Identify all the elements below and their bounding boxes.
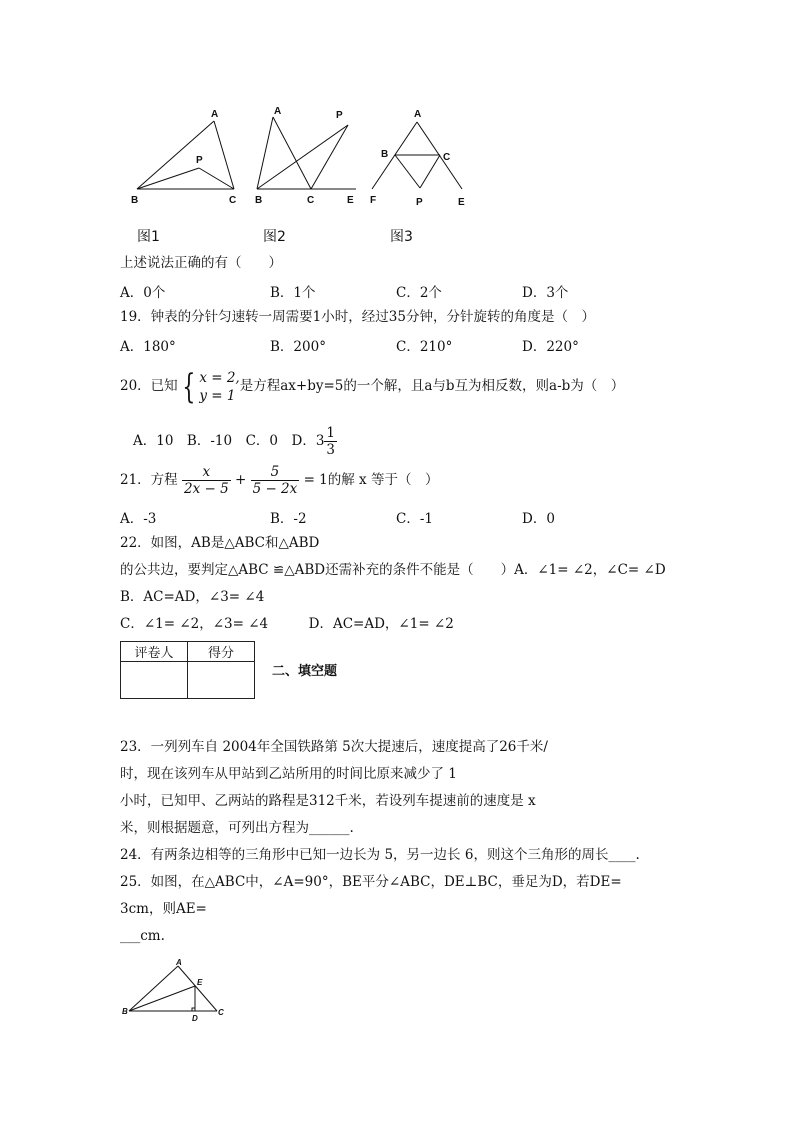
fig3-label-a: A	[414, 109, 422, 120]
score-table-score-cell	[188, 662, 255, 699]
q20-suffix: 是方程ax+by=5的一个解，且a与b互为相反数，则a-b为（ ）	[239, 378, 625, 394]
q25-label-e: E	[197, 978, 203, 987]
q19-option-c: C．210°	[396, 339, 453, 355]
q23-line-1: 23．一列列车自 2004年全国铁路第 5次大提速后，速度提高了26千米/	[120, 739, 548, 755]
q25-line-1: 25．如图，在△ABC中，∠A=90°，BE平分∠ABC，DE⊥BC，垂足为D，若DE=	[120, 874, 622, 890]
q21-option-b: B．-2	[270, 511, 307, 527]
figure-2	[257, 117, 356, 189]
q23-line-4: 米，则根据题意，可列出方程为______.	[120, 820, 354, 836]
q21-f2-den: 5 − 2x	[252, 481, 298, 497]
q22-line-4: C．∠1= ∠2，∠3= ∠4 D．AC=AD，∠1= ∠2	[120, 616, 454, 632]
q20-eq1: x = 2,	[199, 369, 240, 386]
q22-line-3: B．AC=AD，∠3= ∠4	[120, 589, 265, 605]
figure-1-caption: 图1	[137, 229, 160, 245]
q21-plus: +	[234, 472, 247, 488]
score-table	[120, 641, 255, 699]
q18-option-a: A．0个	[120, 285, 166, 301]
q21-option-d: D．0	[522, 511, 555, 527]
fig3-label-e: E	[458, 197, 465, 208]
q22-line-2: 的公共边，要判定△ABC ≌△ABD还需补充的条件不能是（ ）A．∠1= ∠2，∠C= ∠D	[120, 562, 666, 578]
score-table-score-header: 得分	[188, 642, 255, 662]
fig2-label-b: B	[255, 195, 263, 206]
q19-option-a: A．180°	[120, 339, 176, 355]
q23-line-2: 时，现在该列车从甲站到乙站所用的时间比原来减少了 1	[120, 766, 457, 782]
fig3-label-f: F	[370, 195, 377, 206]
q22-line-1: 22．如图，AB是△ABC和△ABD	[120, 535, 320, 551]
q20-eq2: y = 1	[199, 387, 236, 404]
q21-f2-num: 5	[251, 464, 300, 481]
q25-label-d: D	[192, 1014, 198, 1023]
fig1-label-p: P	[196, 155, 203, 166]
q25-label-b: B	[122, 1007, 128, 1016]
q21-option-c: C．-1	[396, 511, 433, 527]
q21-stem	[120, 462, 438, 498]
q24-text: 24．有两条边相等的三角形中已知一边长为 5，另一边长 6，则这个三角形的周长____.	[120, 847, 640, 863]
figures-1-3	[110, 100, 490, 215]
q20-options-text: A．10 B．-10 C．0 D．3	[133, 433, 325, 449]
q20-frac-den: 3	[326, 442, 336, 458]
q23-line-3: 小时，已知甲、乙两站的路程是312千米，若设列车提速前的速度是 x	[120, 793, 536, 809]
q20-frac-num: 1	[326, 425, 336, 441]
q19-option-b: B．200°	[270, 339, 326, 355]
q20-prefix: 20．已知	[120, 378, 178, 394]
fig3-label-p: P	[416, 197, 423, 208]
q25-line-3: ___cm.	[120, 928, 165, 944]
score-table-grader-header: 评卷人	[121, 642, 188, 662]
figure-3-caption: 图3	[390, 229, 413, 245]
q18-option-d: D．3个	[522, 285, 569, 301]
q20-brace: {	[182, 366, 195, 407]
q18-stem: 上述说法正确的有（ ）	[120, 255, 282, 271]
q25-label-c: C	[218, 1008, 224, 1017]
fig3-label-c: C	[443, 152, 451, 163]
fig1-label-b: B	[131, 195, 139, 206]
q20-option-d-fraction	[324, 425, 337, 458]
fig1-label-a: A	[211, 109, 219, 120]
q21-f1-den: 2x − 5	[183, 481, 229, 497]
q21-prefix: 21．方程	[120, 472, 178, 488]
q18-option-c: C．2个	[396, 285, 442, 301]
q21-fraction-1	[182, 464, 231, 497]
q20-stem	[120, 364, 624, 408]
q21-fraction-2	[251, 464, 300, 497]
section-title: 二、填空题	[272, 664, 338, 679]
q25-label-a: A	[176, 958, 182, 967]
fig2-label-c: C	[307, 195, 315, 206]
fig2-label-a: A	[274, 106, 282, 117]
q25-figure	[118, 955, 233, 1025]
q19-stem: 19．钟表的分针匀速转一周需要1小时，经过35分钟，分针旋转的角度是（ ）	[120, 309, 595, 325]
q25-line-2: 3cm，则AE=	[120, 901, 207, 917]
q20-system	[199, 369, 239, 405]
figure-2-caption: 图2	[263, 229, 286, 245]
q20-options	[133, 423, 337, 459]
score-table-grader-cell	[121, 662, 188, 699]
q19-option-d: D．220°	[522, 339, 579, 355]
fig2-label-p: P	[336, 110, 343, 121]
q21-suffix: = 1的解 x 等于（ ）	[303, 472, 439, 488]
q18-option-b: B．1个	[270, 285, 316, 301]
fig2-label-e: E	[347, 195, 354, 206]
fig1-label-c: C	[229, 195, 237, 206]
q21-option-a: A．-3	[120, 511, 157, 527]
figure-1	[137, 121, 234, 189]
q21-f1-num: x	[182, 464, 231, 481]
fig3-label-b: B	[381, 149, 389, 160]
